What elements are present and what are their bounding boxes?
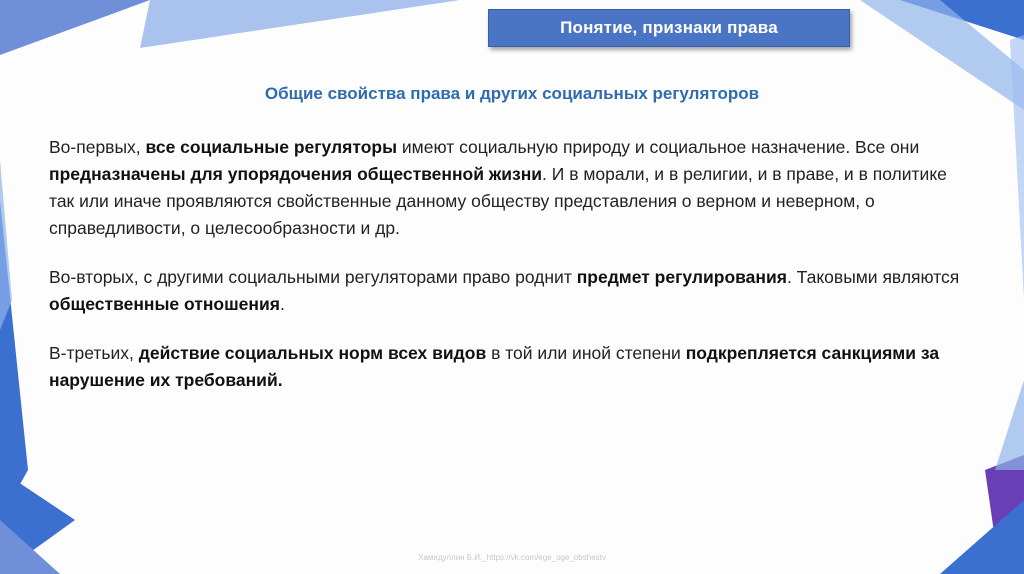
paragraph-second (49, 264, 974, 318)
corner-shape-bottom-right-light (995, 380, 1024, 470)
text-segment-bold: подкрепляется санкциями за нарушение их требований. (49, 343, 940, 390)
text-segment-bold: действие социальных норм всех видов (138, 343, 487, 363)
text-segment-bold: общественные отношения (49, 294, 280, 314)
text-segment: в той или иной степени (486, 343, 686, 363)
corner-shape-top-left (0, 0, 150, 55)
text-segment: Во-первых, (49, 137, 146, 157)
text-segment: . (279, 294, 285, 314)
text-segment: Во-вторых, с другими социальными регуляторами право роднит (49, 267, 577, 287)
edge-shape-right (1010, 35, 1024, 300)
text-segment-bold: все социальные регуляторы (145, 137, 398, 157)
footer-credit: Хамидуллин Б.И._https://vk.com/ege_oge_obshestv (418, 553, 606, 562)
corner-shape-bottom-right-blue (940, 500, 1024, 574)
text-segment: . Таковыми являются (786, 267, 960, 287)
slide-subtitle: Общие свойства права и других социальных регуляторов (264, 84, 760, 103)
text-segment: . И в морали, и в религии, и в праве, и в политике так или иначе проявляются свойственные данному обществу представления о верном и неверном, о справедливости, о целесообразности и др. (49, 164, 947, 238)
paragraph-third (49, 340, 974, 394)
text-segment-bold: предназначены для упорядочения общественной жизни (49, 164, 543, 184)
corner-shape-top-band (140, 0, 460, 48)
paragraph-first (49, 134, 974, 242)
slide-title: Понятие, признаки права (488, 9, 850, 47)
text-segment-bold: предмет регулирования (576, 267, 787, 287)
edge-shape-left-light (0, 160, 12, 330)
text-segment: В-третьих, (49, 343, 139, 363)
text-segment: имеют социальную природу и социальное назначение. Все они (397, 137, 920, 157)
